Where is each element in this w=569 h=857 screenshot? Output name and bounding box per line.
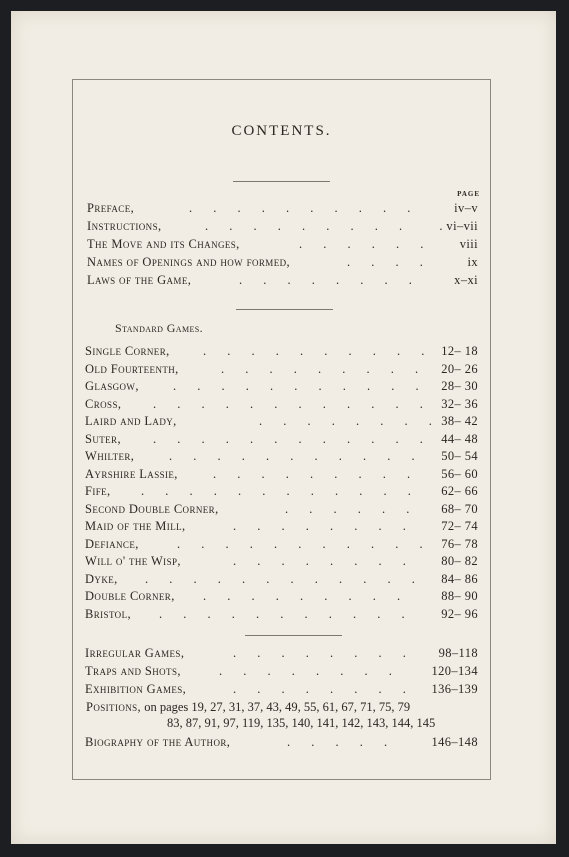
toc-entry [73, 237, 490, 253]
entry-page: 20– 26 [441, 361, 478, 376]
leader-dots: . . . . [347, 255, 432, 269]
entry-label: Old Fourteenth, [85, 361, 179, 376]
toc-entry [73, 449, 490, 465]
toc-entry [73, 502, 490, 518]
entry-page: 44– 48 [441, 431, 478, 446]
page-column-header: PAGE [457, 190, 480, 198]
toc-entry [73, 397, 490, 413]
entry-page: 136–139 [431, 682, 478, 696]
leader-dots: . . . . . . . . [219, 664, 401, 678]
entry-label: Defiance, [85, 536, 139, 551]
leader-dots: . . . . . . . . . . [203, 344, 434, 358]
toc-entry [73, 219, 490, 235]
entry-label: Preface, [87, 201, 135, 215]
positions-entry [86, 700, 486, 731]
toc-entry [73, 519, 490, 535]
leader-dots: . . . . . . . . . [203, 589, 410, 603]
entry-label: Dyke, [85, 571, 118, 586]
leader-dots: . . . . . . . . . . . . [141, 484, 420, 498]
title-rule [233, 181, 330, 182]
entry-page: 62– 66 [441, 484, 478, 498]
leader-dots: . . . . . . [299, 237, 433, 251]
entry-label: Single Corner, [85, 344, 170, 358]
leader-dots: . . . . . . . . . . . [169, 449, 424, 463]
entry-label: Traps and Shots, [85, 664, 181, 678]
toc-entry [73, 255, 490, 271]
entry-label: Exhibition Games, [85, 682, 187, 696]
toc-entry [73, 735, 490, 751]
toc-entry [73, 379, 490, 395]
leader-dots: . . . . . . . . . . . [173, 379, 428, 393]
entry-label: Second Double Corner, [85, 501, 219, 516]
entry-page: 56– 60 [441, 466, 478, 481]
entry-label: Laird and Lady, [85, 414, 177, 428]
leader-dots: . . . . . . . . [233, 646, 415, 660]
entry-label: The Move and its Changes, [87, 237, 240, 251]
toc-entry [73, 467, 490, 483]
entry-label: Cross, [85, 396, 122, 411]
standard-games-heading: Standard Games. [115, 321, 204, 335]
leader-dots: . . . . . . [285, 501, 419, 516]
positions-pages-1: on pages 19, 27, 31, 37, 43, 49, 55, 61, 67, 71, 75, 79 [144, 700, 411, 714]
entry-label: Will o' the Wisp, [85, 554, 181, 568]
entry-label: Ayrshire Lassie, [85, 466, 178, 481]
toc-entry [73, 484, 490, 500]
toc-entry [73, 607, 490, 623]
entry-label: Positions, [86, 700, 142, 714]
entry-page: . vi–vii [439, 219, 478, 233]
entry-label: Laws of the Game, [87, 273, 192, 287]
entry-page: 68– 70 [441, 501, 478, 516]
entry-page: 12– 18 [441, 344, 478, 358]
leader-dots: . . . . . . . . . . [189, 201, 420, 215]
entry-page: iv–v [454, 201, 478, 215]
toc-entry [73, 572, 490, 588]
entry-page: 88– 90 [441, 589, 478, 603]
toc-entry [73, 414, 490, 430]
entry-label: Maid of the Mill, [85, 519, 186, 533]
toc-entry [73, 682, 490, 698]
section-rule [245, 635, 342, 636]
book-page [11, 11, 556, 844]
toc-entry [73, 646, 490, 662]
page-title: CONTENTS. [231, 123, 332, 139]
entry-label: Instructions, [87, 219, 162, 233]
leader-dots: . . . . . . . . . [221, 361, 428, 376]
toc-entry [73, 344, 490, 360]
entry-label: Suter, [85, 431, 121, 446]
entry-page: 38– 42 [441, 414, 478, 428]
leader-dots: . . . . . . . . . . . . [153, 431, 432, 446]
entry-label: Glasgow, [85, 379, 139, 393]
entry-label: Names of Openings and how formed, [87, 255, 291, 269]
entry-page: 80– 82 [441, 554, 478, 568]
toc-entry [73, 664, 490, 680]
toc-entry [73, 589, 490, 605]
leader-dots: . . . . . . . . . . . . [153, 396, 432, 411]
entry-page: 50– 54 [441, 449, 478, 463]
toc-entry [73, 273, 490, 289]
leader-dots: . . . . . . . . . [213, 466, 420, 481]
leader-dots: . . . . . . . . [233, 554, 415, 568]
entry-page: viii [459, 237, 478, 251]
entry-page: 84– 86 [441, 571, 478, 586]
entry-label: Biography of the Author, [85, 735, 231, 749]
entry-page: 32– 36 [441, 396, 478, 411]
entry-page: 76– 78 [441, 536, 478, 551]
entry-label: Double Corner, [85, 589, 175, 603]
positions-line-1 [86, 700, 486, 715]
entry-page: 92– 96 [441, 606, 478, 621]
leader-dots: . . . . . [287, 735, 397, 749]
positions-pages-2: 83, 87, 91, 97, 119, 135, 140, 141, 142, 143, 144, 145 [167, 716, 436, 730]
toc-entry [73, 537, 490, 553]
leader-dots: . . . . . . . . [239, 273, 421, 287]
entry-page: x–xi [454, 273, 478, 287]
toc-entry [73, 201, 490, 217]
entry-page: ix [467, 255, 478, 269]
toc-entry [73, 554, 490, 570]
toc-entry [73, 362, 490, 378]
leader-dots: . . . . . . . . [259, 414, 441, 428]
leader-dots: . . . . . . . . . [205, 219, 412, 233]
leader-dots: . . . . . . . . . . . . [145, 571, 424, 586]
entry-page: 146–148 [431, 735, 478, 749]
entry-label: Fife, [85, 484, 111, 498]
leader-dots: . . . . . . . . . . . [159, 606, 414, 621]
entry-label: Whilter, [85, 449, 135, 463]
toc-entry [73, 432, 490, 448]
entry-page: 120–134 [431, 664, 478, 678]
leader-dots: . . . . . . . . [233, 682, 415, 696]
page-border [72, 79, 491, 780]
entry-page: 72– 74 [441, 519, 478, 533]
leader-dots: . . . . . . . . [233, 519, 415, 533]
leader-dots: . . . . . . . . . . . [177, 536, 432, 551]
entry-page: 98–118 [438, 646, 478, 660]
entry-label: Bristol, [85, 606, 131, 621]
section-rule [236, 309, 333, 310]
entry-page: 28– 30 [441, 379, 478, 393]
entry-label: Irregular Games, [85, 646, 185, 660]
